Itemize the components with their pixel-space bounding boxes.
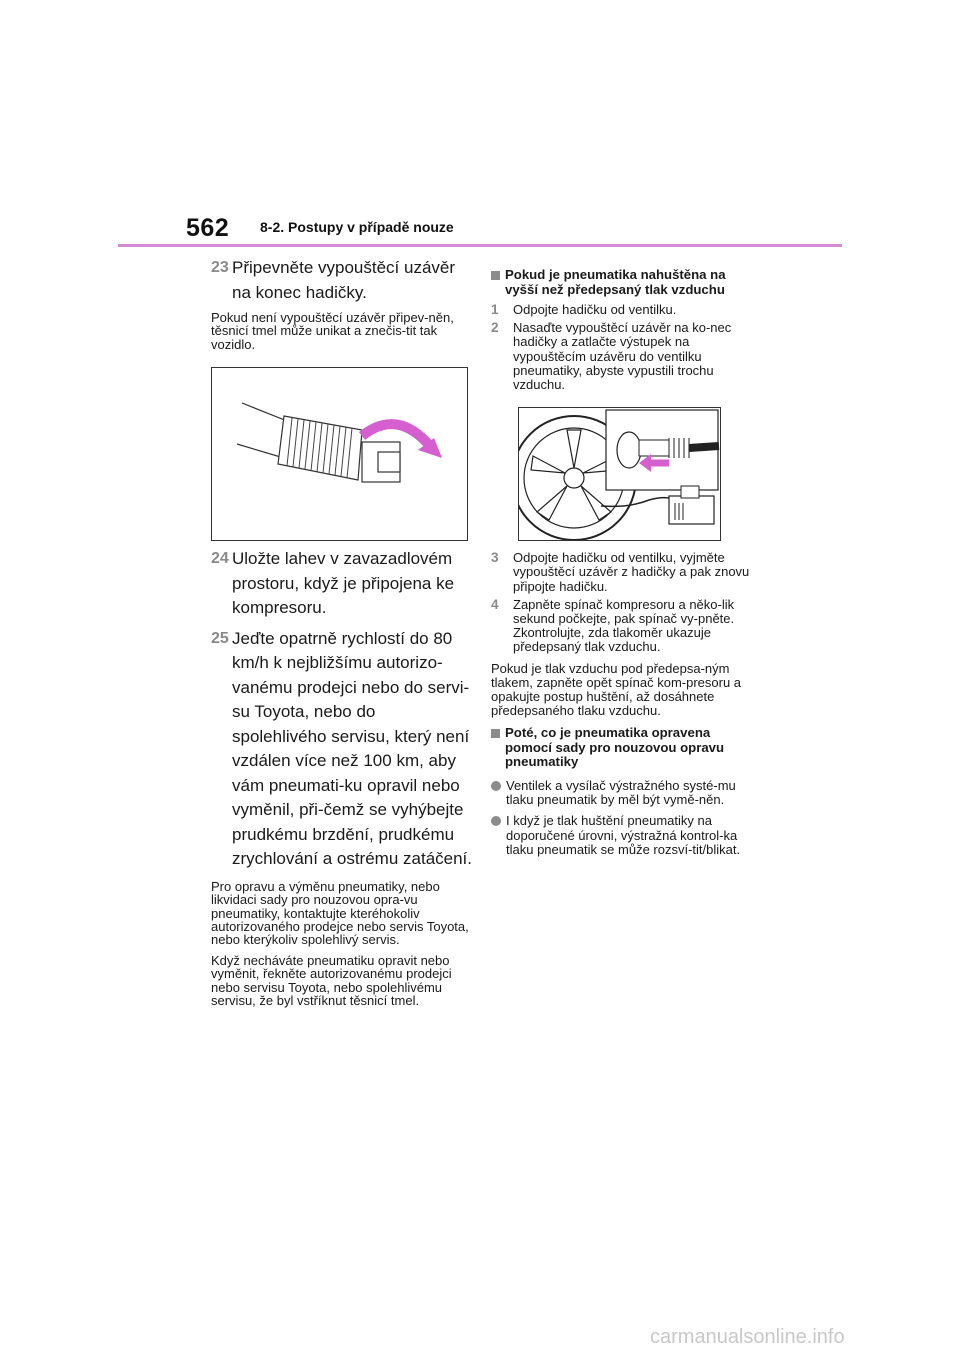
- round-bullet-icon: [491, 816, 501, 826]
- heading-text: Pokud je pneumatika nahuštěna na vyšší než předepsaný tlak vzduchu: [505, 267, 726, 297]
- step-2: [491, 321, 755, 392]
- step-4: [491, 598, 755, 655]
- square-bullet-icon: [491, 729, 500, 738]
- step-text: Připevněte vypouštěcí uzávěr na konec hadičky.: [232, 258, 456, 302]
- left-column: [211, 254, 473, 1007]
- section-title: 8-2. Postupy v případě nouze: [260, 219, 454, 235]
- step-23: [211, 256, 473, 305]
- step-1: [491, 303, 755, 317]
- watermark: carmanualsonline.info: [650, 1326, 845, 1348]
- step-text: Uložte lahev v zavazadlovém prostoru, když je připojena ke kompresoru.: [232, 549, 455, 618]
- step-number: 25: [211, 629, 229, 647]
- step-number: 24: [211, 550, 229, 568]
- note-text: Pokud není vypouštěcí uzávěr připev-něn, těsnicí tmel může unikat a znečis-tit tak vozidlo.: [211, 310, 454, 352]
- square-bullet-icon: [491, 271, 500, 280]
- note-text: Pro opravu a výměnu pneumatiky, nebo likvidaci sady pro nouzovou opra-vu pneumatiky, kontaktujte kteréhokoliv autorizovaného prodejce nebo servis Toyota, nebo kterýkoliv spolehlivý servis.: [211, 878, 469, 948]
- step-text: Jeďte opatrně rychlostí do 80 km/h k nejbližšímu autorizo-vanému prodejci nebo do servi-su Toyota, nebo do spolehlivého servisu, který není vzdálen více než 100 km, aby vám pneumati-ku opravil nebo vyměnil, při-čemž se vyhýbejte prudkému brzdění, prudkému zrychlování a ostrému zatáčení.: [232, 628, 473, 869]
- tire-valve-illustration: [518, 407, 721, 541]
- step-number: 3: [491, 550, 499, 566]
- step-number: 4: [491, 596, 499, 612]
- section-heading: [491, 726, 755, 770]
- right-column: [491, 268, 755, 857]
- drain-cap-illustration: [211, 367, 468, 541]
- section-heading: [491, 268, 755, 297]
- step-3: [491, 551, 755, 594]
- bullet-text: Ventilek a vysílač výstražného systé-mu tlaku pneumatik by měl být vymě-něn.: [506, 777, 736, 808]
- step-number: 2: [491, 320, 499, 336]
- step-text: Odpojte hadičku od ventilku.: [513, 302, 677, 317]
- step-text: Zapněte spínač kompresoru a něko-lik sekund počkejte, pak spínač vy-pněte. Zkontrolujte, zda tlakoměr ukazuje předepsaný tlak vzduchu.: [513, 596, 735, 655]
- note-text: Když necháváte pneumatiku opravit nebo vyměnit, řekněte autorizovanému prodejci nebo servisu Toyota, nebo spolehlivému servisu, že byl vstříknut těsnicí tmel.: [211, 952, 452, 1008]
- step-24: [211, 547, 473, 621]
- step-25: [211, 627, 473, 872]
- header-rule: [118, 244, 842, 247]
- heading-text: Poté, co je pneumatika opravena pomocí sady pro nouzovou opravu pneumatiky: [505, 725, 725, 770]
- step-number: 1: [491, 302, 499, 317]
- bullet-text: I když je tlak huštění pneumatiky na doporučené úrovni, výstražná kontrol-ka tlaku pneumatik se může rozsví-tit/blikat.: [506, 813, 741, 857]
- bullet-item: [491, 814, 755, 857]
- note-text: Pokud je tlak vzduchu pod předepsa-ným tlakem, zapněte opět spínač kom-presoru a opakujte postup huštění, až dosáhnete předepsaného tlaku vzduchu.: [491, 660, 742, 719]
- round-bullet-icon: [491, 781, 501, 791]
- step-text: Nasaďte vypouštěcí uzávěr na ko-nec hadičky a zatlačte výstupek na vypouštěcím uzávěru do ventilku pneumatiky, abyste vypustili trochu vzduchu.: [513, 320, 732, 393]
- step-number: 23: [211, 259, 229, 276]
- bullet-item: [491, 779, 755, 807]
- step-text: Odpojte hadičku od ventilku, vyjměte vypouštěcí uzávěr z hadičky a pak znovu připojte hadičku.: [513, 550, 750, 594]
- page-number: 562: [186, 214, 230, 242]
- hose-cap-drawing: [212, 368, 467, 540]
- wheel-compressor-drawing: [519, 408, 720, 540]
